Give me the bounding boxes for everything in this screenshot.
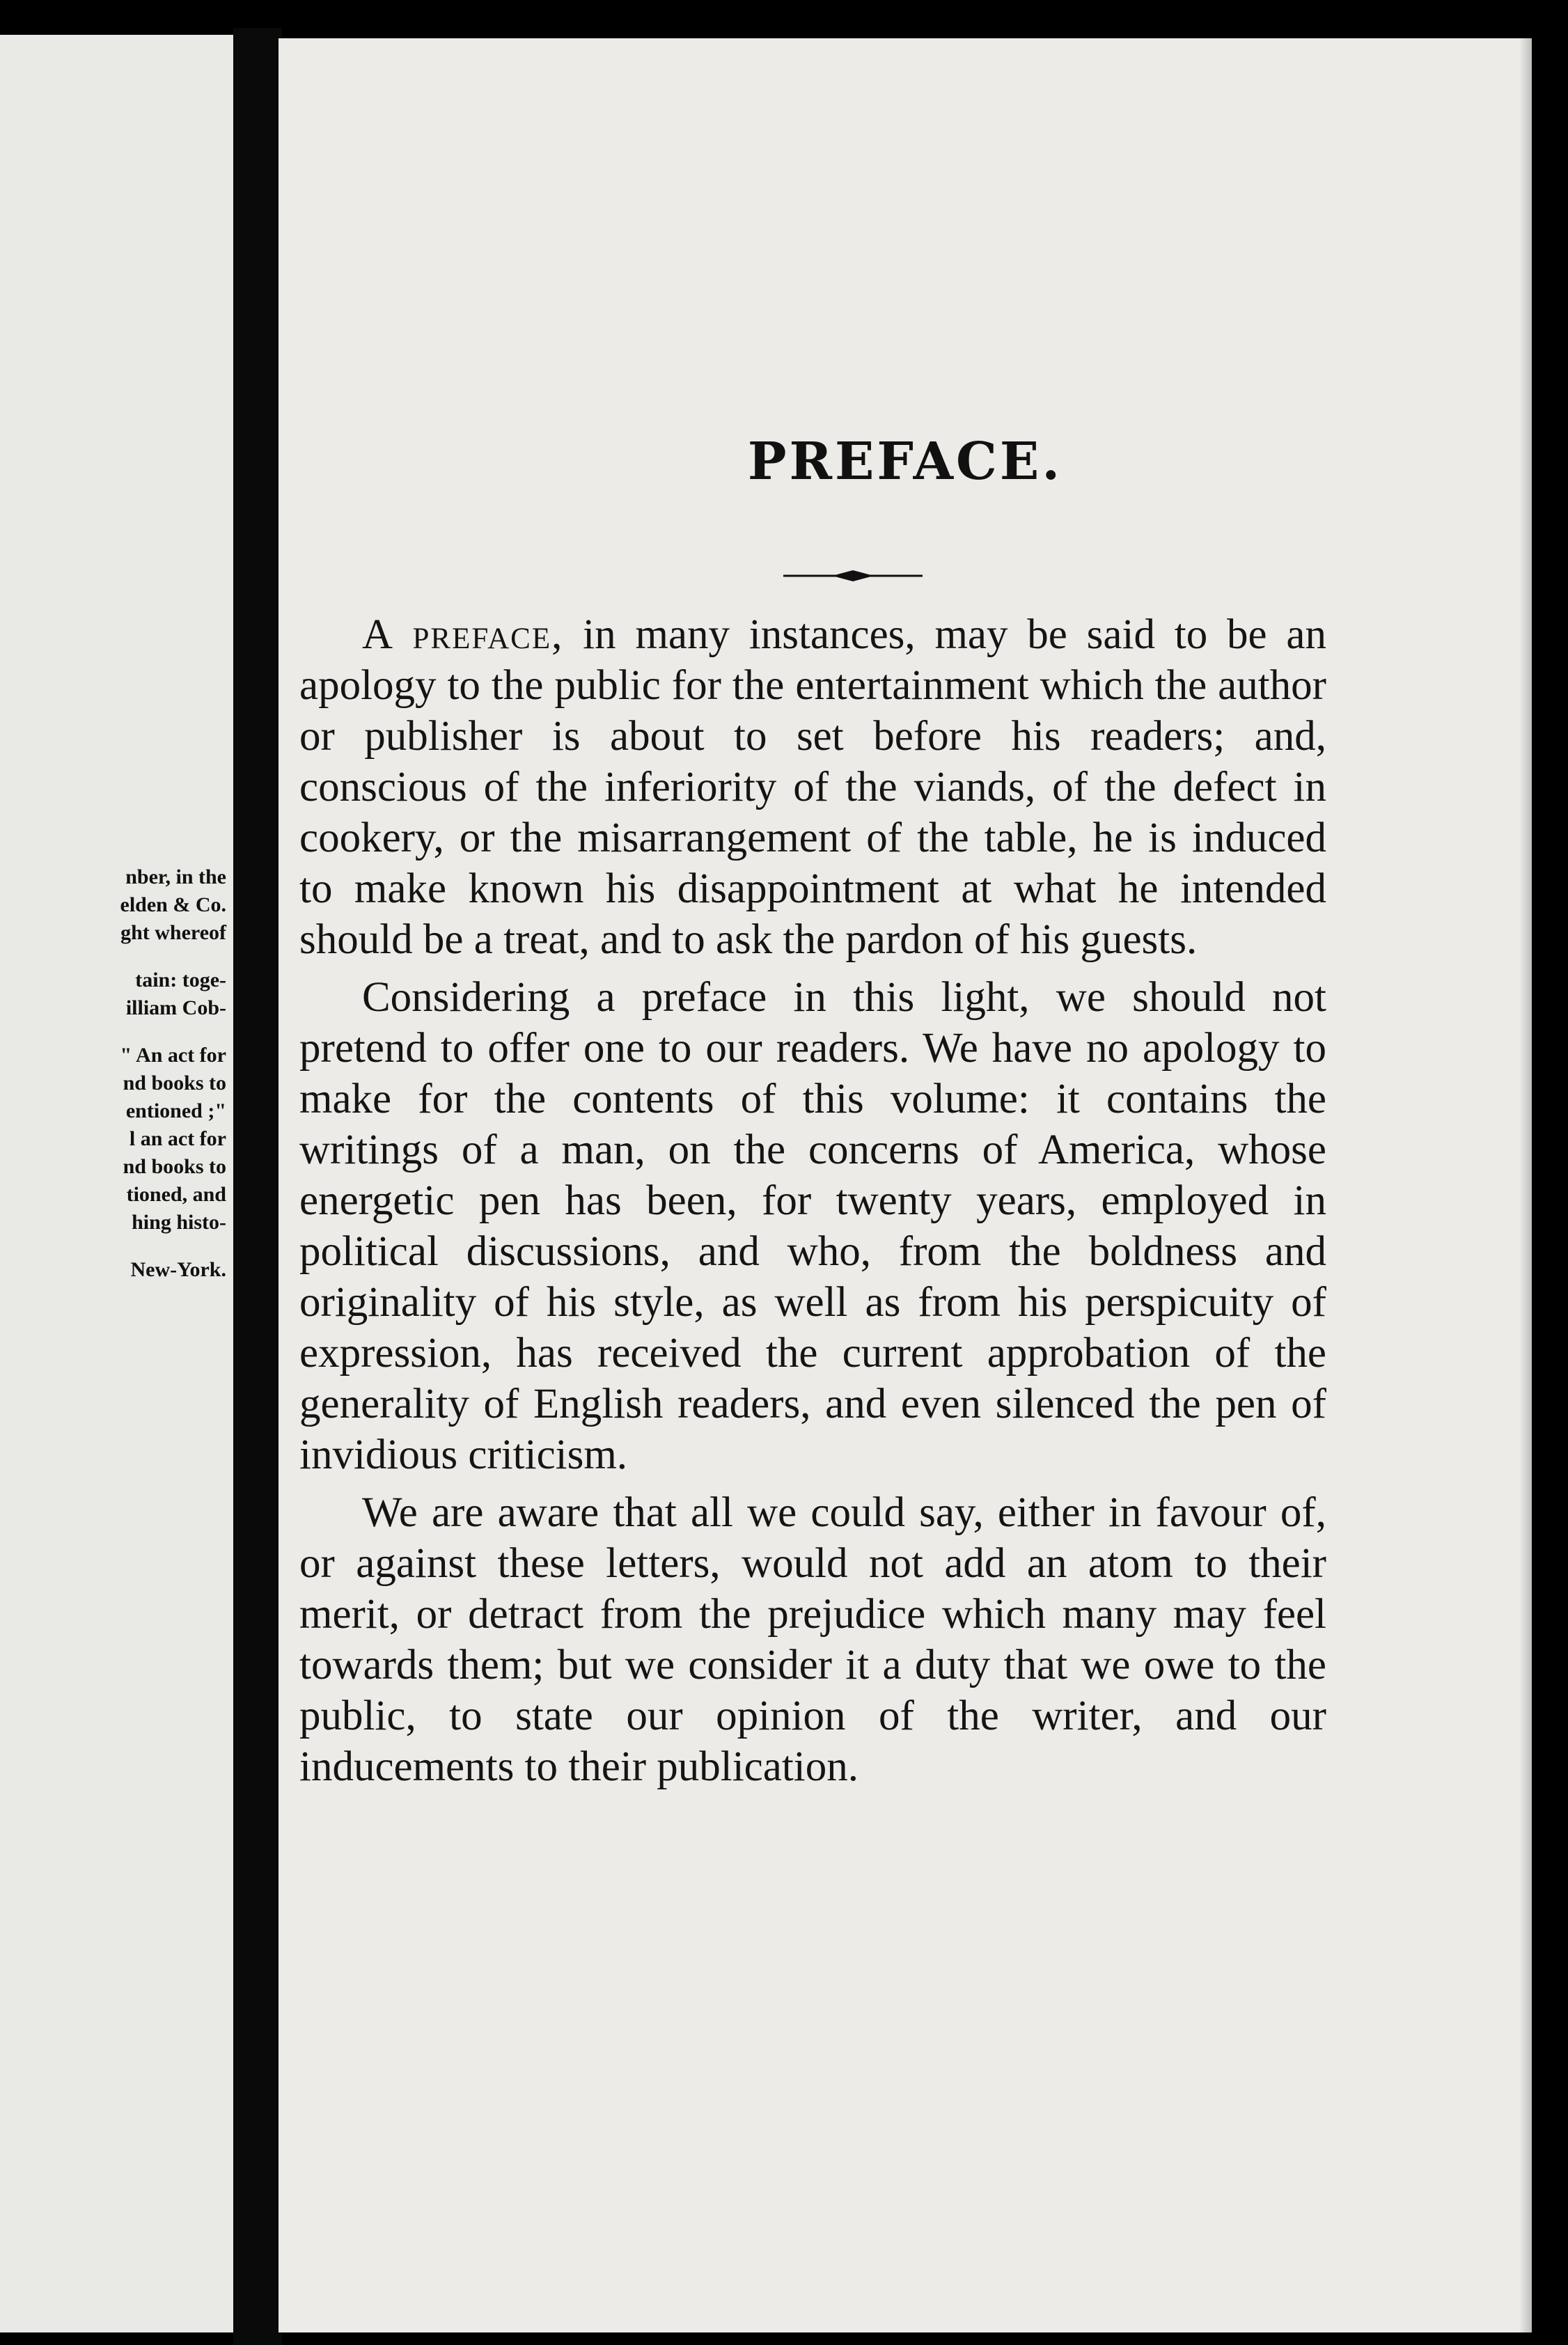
paragraph-text: We are aware that all we could say, either in favour of, or against these letters, would not add an atom to their merit, or detract from the prejudice which many may feel towards them; but we consider it a duty that we owe to the public, to state our opinion of the writer, and our inducements to their publication. <box>299 1489 1326 1790</box>
imprint-line: l an act for <box>129 1127 226 1150</box>
paragraph <box>299 609 1326 965</box>
imprint-line: hing histo- <box>132 1211 226 1234</box>
preface-body <box>299 609 1326 1799</box>
imprint-line: ght whereof <box>120 921 226 944</box>
page-title: PREFACE. <box>747 432 1063 492</box>
paragraph-text: Considering a preface in this light, we should not pretend to offer one to our readers. We have no apology to make for the contents of this volume: it contains the writings of a man, on the concerns of America, whose energetic pen has been, for twenty years, employed in political discussions, and who, from the boldness and originality of his style, as well as from his perspicuity of expression, has received the current approbation of the generality of English readers, and even silenced the pen of invidious criticism. <box>299 974 1326 1478</box>
imprint-fragment <box>0 863 226 1284</box>
imprint-line: entioned ;" <box>125 1099 226 1122</box>
imprint-line: nber, in the <box>125 865 226 888</box>
imprint-line: " An act for <box>120 1044 226 1067</box>
imprint-line: nd books to <box>123 1155 226 1178</box>
imprint-line: nd books to <box>123 1072 226 1095</box>
paragraph-text: in many instances, may be said to be an apology to the public for the entertainment which the author or publisher is about to set before his readers; and, conscious of the inferiority of the viands, of the defect in cookery, or the misarrangement of the table, he is induced to make known his disappointment at what he intended should be a treat, and to ask the pardon of his guests. <box>299 611 1326 963</box>
imprint-line: New-York. <box>130 1258 226 1281</box>
book-gutter <box>233 28 282 2345</box>
imprint-line: tain: toge- <box>135 968 226 991</box>
page-edge <box>1519 38 1532 2332</box>
paragraph-lead: A preface, <box>362 611 564 658</box>
imprint-line: elden & Co. <box>120 893 226 916</box>
preface-page <box>279 38 1532 2332</box>
title-ornament <box>783 569 923 583</box>
facing-page <box>0 35 233 2332</box>
imprint-line: illiam Cob- <box>125 996 226 1019</box>
paragraph <box>299 1487 1326 1792</box>
paragraph <box>299 972 1326 1480</box>
imprint-line: tioned, and <box>126 1183 226 1206</box>
